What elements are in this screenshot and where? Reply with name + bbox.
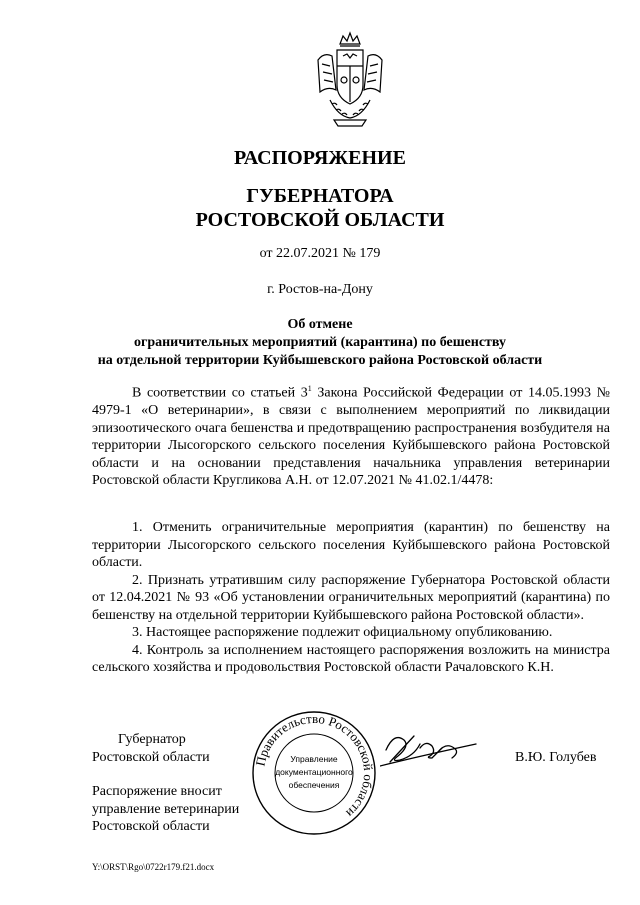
stamp-inner-line3: обеспечения bbox=[288, 780, 340, 790]
introduced-by-line2: управление ветеринарии bbox=[92, 801, 240, 817]
signer-position-line1: Губернатор bbox=[118, 732, 186, 747]
date-number: от 22.07.2021 № 179 bbox=[259, 246, 381, 261]
stamp-inner-line2: документационного bbox=[275, 767, 353, 777]
issuer-line1: ГУБЕРНАТОРА bbox=[246, 185, 394, 207]
signer-position-line2: Ростовской области bbox=[92, 750, 210, 765]
file-path-footer: Y:\ORST\Rgo\0722r179.f21.docx bbox=[92, 862, 215, 872]
order-item-2: 2. Признать утратившим силу распоряжение Губернатора Ростовской области от 12.04.2021 № 93 «Об установлении ограничительных мероприятий (карантина) по бешенству на отдельной территории Куйбышевского района Ростовской области». bbox=[92, 572, 610, 623]
stamp-ring-textpath: Правительство Ростовской области bbox=[252, 710, 377, 821]
order-items bbox=[92, 519, 610, 677]
issuer-title bbox=[0, 184, 640, 232]
introduced-by-line3: Ростовской области bbox=[92, 819, 210, 834]
subject-line2: ограничительных мероприятий (карантина) по бешенству bbox=[133, 335, 507, 350]
stamp-inner-line1: Управление bbox=[290, 754, 338, 764]
introduced-by-line1: Распоряжение вносит bbox=[92, 784, 222, 799]
signer-name: В.Ю. Голубев bbox=[515, 750, 597, 765]
document-subject bbox=[0, 316, 640, 370]
preamble-paragraph bbox=[92, 380, 610, 490]
issuer-line2: РОСТОВСКОЙ ОБЛАСТИ bbox=[195, 209, 445, 231]
subject-line3: на отдельной территории Куйбышевского района Ростовской области bbox=[97, 353, 543, 368]
document-type-title: РАСПОРЯЖЕНИЕ bbox=[234, 147, 406, 169]
coat-of-arms-emblem bbox=[310, 30, 390, 130]
preamble-part1: В соответствии со статьей 3 bbox=[132, 385, 308, 401]
introduced-by bbox=[92, 783, 239, 836]
handwritten-signature bbox=[380, 722, 480, 772]
order-item-1: 1. Отменить ограничительные мероприятия (карантин) по бешенству на территории Лысогорского сельского поселения Куйбышевского района Ростовской области. bbox=[92, 520, 610, 570]
subject-line1: Об отмене bbox=[287, 317, 353, 332]
order-item-4: 4. Контроль за исполнением настоящего распоряжения возложить на министра сельского хозяйства и продовольствия Ростовской области Рачаловского К.Н. bbox=[92, 642, 610, 675]
preamble-part2: Закона Российской Федерации от 14.05.1993 № 4979-1 «О ветеринарии», в связи с выполнением мероприятий по ликвидации эпизоотического очага бешенства и предотвращению распространения возбудителя на территории Лысогорского сельского поселения Куйбышевского района Ростовской области и на основании представления начальника управления ветеринарии Ростовской области Кругликова А.Н. от 12.07.2021 № 41.02.1/4478: bbox=[92, 385, 610, 489]
preamble-superscript: 1 bbox=[307, 384, 312, 393]
order-item-3: 3. Настоящее распоряжение подлежит официальному опубликованию. bbox=[132, 625, 553, 640]
city: г. Ростов-на-Дону bbox=[267, 282, 373, 297]
official-stamp bbox=[251, 710, 377, 836]
stamp-ring-text bbox=[252, 711, 376, 821]
